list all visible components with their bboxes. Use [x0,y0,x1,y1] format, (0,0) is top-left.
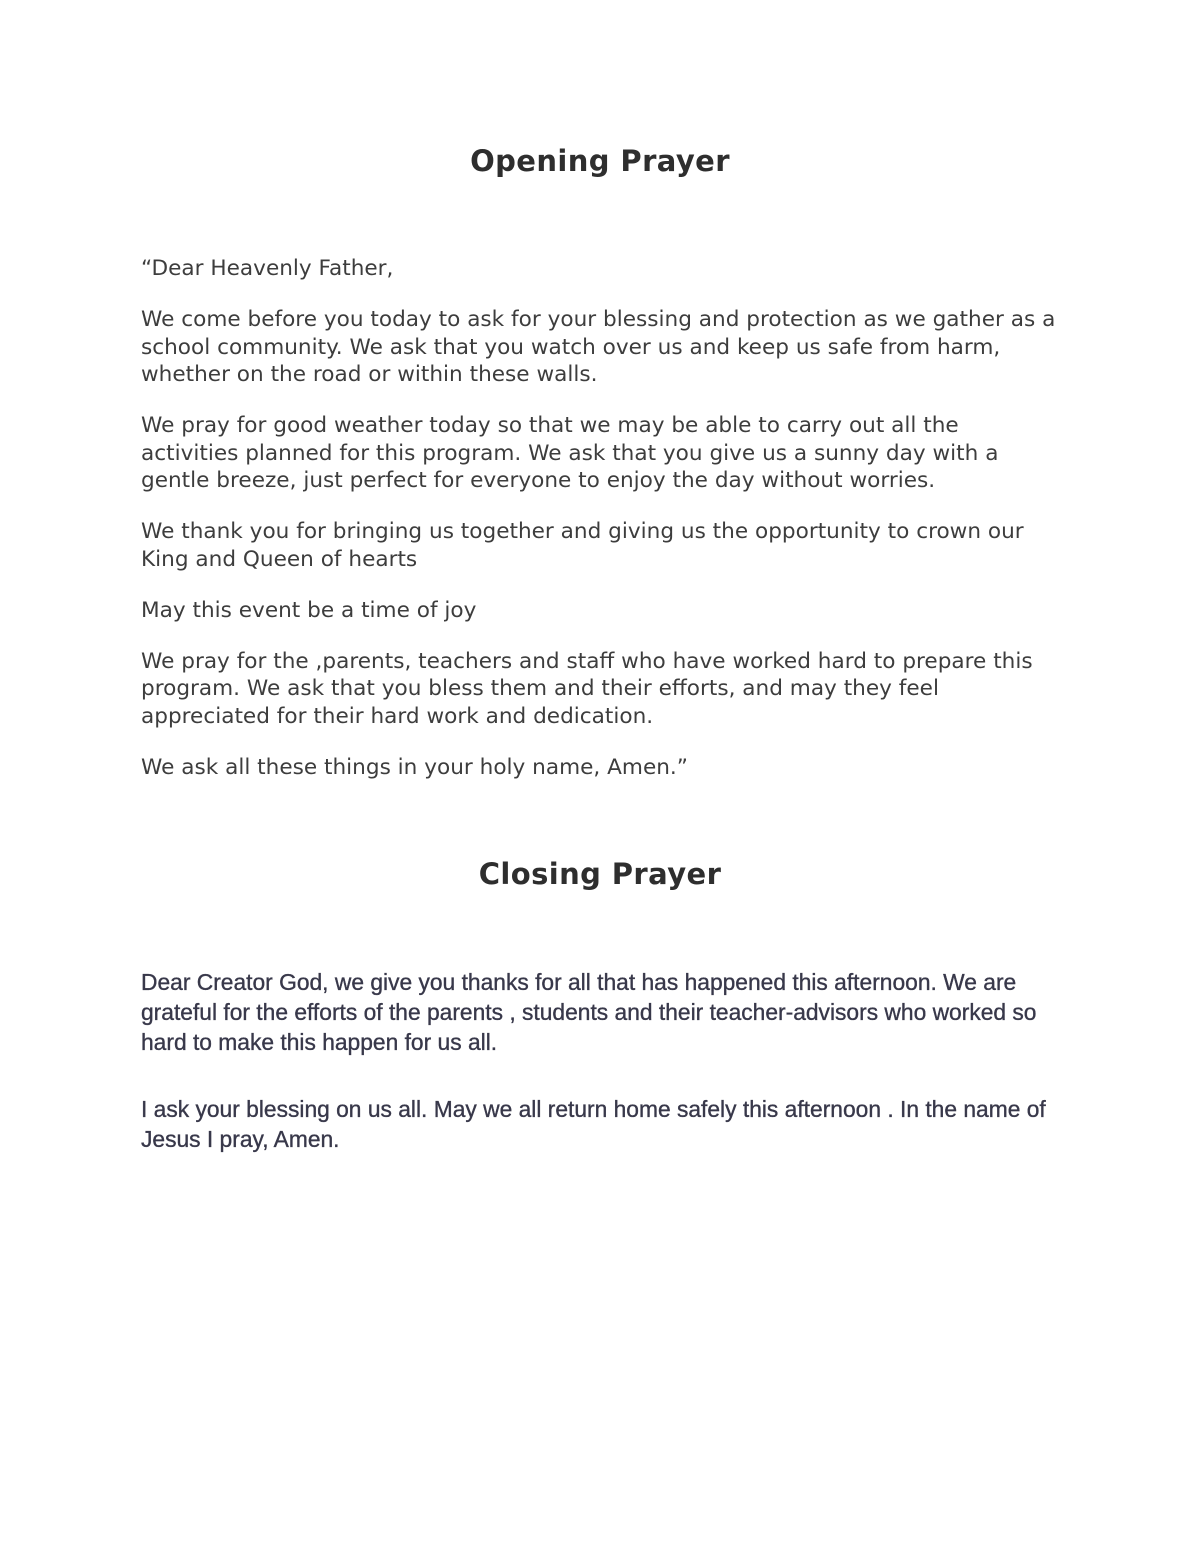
opening-prayer-title: Opening Prayer [470,144,730,178]
opening-paragraph-amen: We ask all these things in your holy name, Amen.” [141,755,688,781]
closing-paragraph-thanks: Dear Creator God, we give you thanks for all that has happened this afternoon. We are grateful for the efforts of the parents , students and their teacher-advisors who worked so hard to make this happen for us all. [141,969,1037,1055]
opening-paragraph-weather: We pray for good weather today so that we may be able to carry out all the activities planned for this program. We ask that you give us a sunny day with a gentle breeze, just perfect for everyone to enjoy the day without worries. [141,413,999,494]
opening-paragraph-thanks: We thank you for bringing us together and giving us the opportunity to crown our King and Queen of hearts [141,519,1024,572]
closing-prayer-body [141,967,1071,1191]
closing-prayer-title: Closing Prayer [478,857,722,891]
opening-paragraph-staff: We pray for the ,parents, teachers and staff who have worked hard to prepare this program. We ask that you bless them and their efforts, and may they feel appreciated for their hard work and dedication. [141,648,1033,730]
closing-paragraph-blessing: I ask your blessing on us all. May we all return home safely this afternoon . In the name of Jesus I pray, Amen. [141,1096,1046,1152]
opening-paragraph-blessing: We come before you today to ask for your blessing and protection as we gather as a school community. We ask that you watch over us and keep us safe from harm, whether on the road or within these walls. [141,306,1056,388]
opening-prayer-body [141,255,1059,805]
opening-paragraph-joy: May this event be a time of joy [141,597,477,623]
opening-paragraph-salutation: “Dear Heavenly Father, [141,256,394,281]
